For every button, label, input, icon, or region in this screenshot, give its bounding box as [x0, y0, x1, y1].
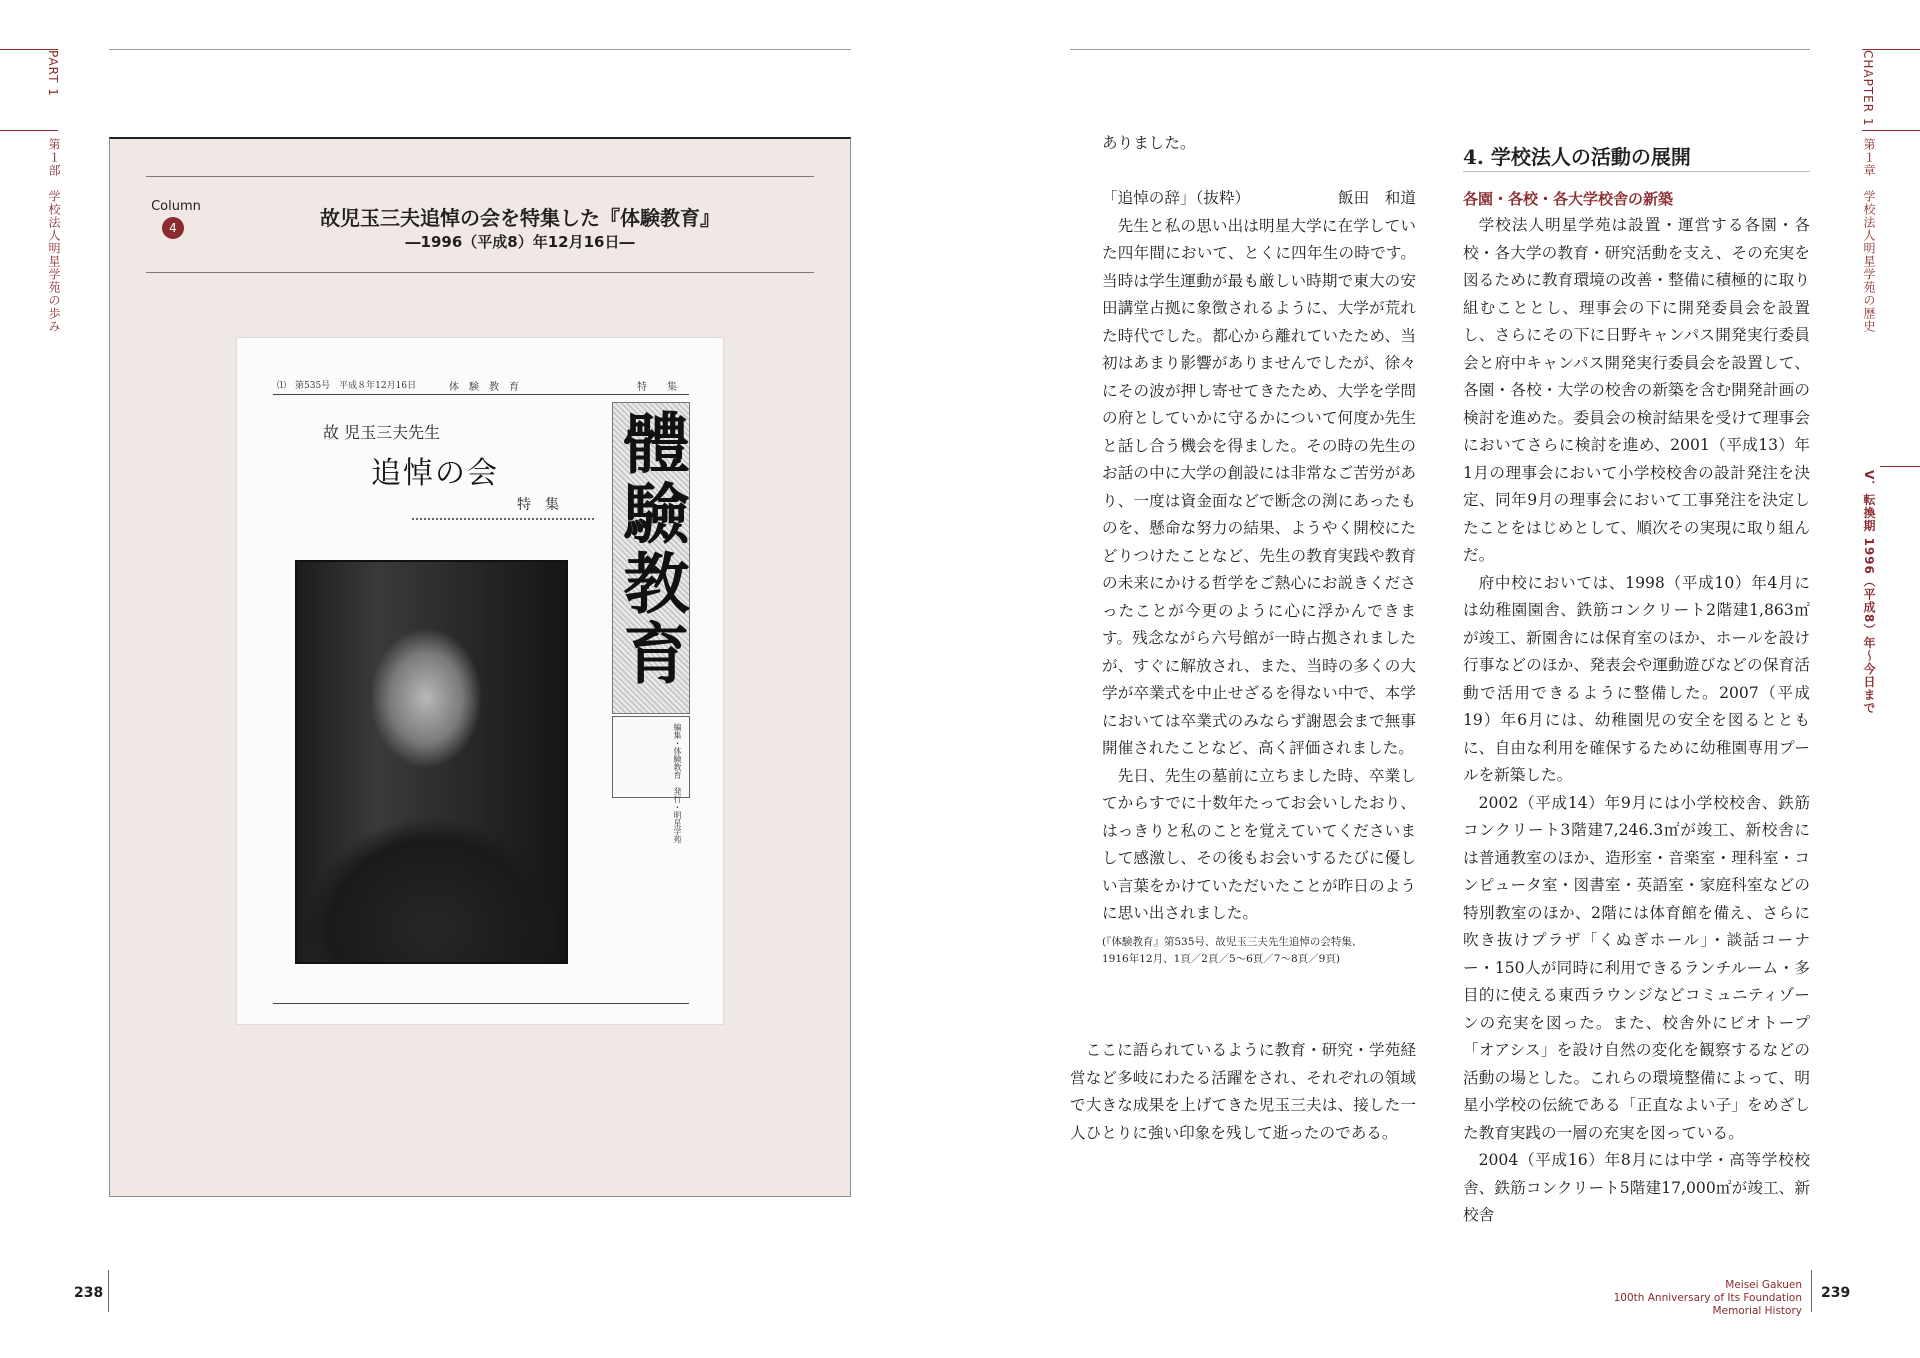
side-chapter-title: 第１章 学校法人明星学苑の歴史 — [1862, 138, 1876, 333]
eulogy-author: 飯田 和道 — [1338, 189, 1416, 207]
section-title: 4. 学校法人の活動の展開 — [1463, 145, 1691, 169]
eulogy-heading — [1102, 185, 1416, 213]
scan-tokushu: 特 集 — [517, 497, 559, 513]
column-title: 故児玉三夫追悼の会を特集した『体験教育』 — [320, 206, 720, 230]
right-page-number: 239 — [1821, 1285, 1851, 1301]
eulogy-paragraph-1: 先生と私の思い出は明星大学に在学していた四年間において、とくに四年生の時です。当時は学生運動が最も厳しい時期で東大の安田講堂占拠に象徴されるように、大学が荒れた時代でした。都心から離れていたため、当初はあまり影響がありませんでしたが、徐々にその波が押し寄せてきたため、大学を学問の府としていかに守るかについて何度か先生と話し合う機会を得ました。その時の先生のお話の中に大学の創設には非常なご苦労があり、一度は資金面などで断念の渕にあったものを、懸命な努力の結果、ようやく開校にたどりつけたことなど、先生の教育実践や教育の未来にかける哲学をご熱心にお説きくださったことが今更のように心に浮かんできます。残念ながら六号館が一時占拠されましたが、すぐに解放され、また、当時の多くの大学が卒業式を中止せざるを得ない中で、本学においては卒業式のみならず謝恩会まで無事開催されたことなど、高く評価されました。 — [1102, 216, 1416, 757]
scan-issue: ⑴ 第535号 平成８年12月16日 — [277, 381, 417, 391]
scan-headline: 追悼の会 — [371, 456, 499, 491]
right-top-rule — [1070, 49, 1810, 50]
scan-masthead-text: 體驗教育 — [612, 409, 690, 689]
side-part-title: 第１部 学校法人明星学苑の歩み — [47, 138, 61, 333]
citation-line-1: (『体験教育』第535号、故児玉三夫先生追悼の会特集、 — [1102, 935, 1363, 948]
left-side-mark-2 — [0, 130, 58, 131]
right-side-mark-3 — [1880, 466, 1920, 467]
column-label: Column — [151, 199, 201, 214]
history-paragraph-2: 府中校においては、1998（平成10）年4月には幼稚園園舎、鉄筋コンクリート2階建1,863㎡が竣工、新園舎には保育室のほか、ホールを設け行事などのほか、発表会や運動遊びなどの保育活動で活用できるように整備した。2007（平成19）年6月には、幼稚園児の安全を図るとともに、自由な利用を確保するために幼稚園専用プールを新築した。 — [1463, 573, 1810, 784]
column-header-rule — [146, 272, 814, 273]
right-side-mark-2 — [1862, 130, 1920, 131]
scan-paper-name: 体 験 教 育 — [449, 382, 519, 393]
scan-publisher-box — [612, 716, 690, 843]
history-paragraph-1: 学校法人明星学苑は設置・運営する各園・各校・各大学の教育・研究活動を支え、その充実を図るために教育環境の改善・整備に積極的に取り組むこととし、理事会の下に開発委員会を設置し、さらにその下に日野キャンパス開発実行委員会と府中キャンパス開発実行委員会を設置して、各園・各校・大学の校舎の新築を含む開発計画の検討を進めた。委員会の検討結果を受けて理事会においてさらに検討を進め、2001（平成13）年1月の理事会において小学校校舎の設計発注を決定、同年9月の理事会において工事発注を決定したことをはじめとして、順次その実現に取り組んだ。 — [1463, 216, 1810, 564]
scan-special: 特 集 — [637, 382, 677, 393]
left-footer-rule — [108, 1270, 109, 1312]
scan-masthead-banner — [612, 402, 690, 714]
eulogy-paragraph-2: 先日、先生の墓前に立ちました時、卒業してからすでに十数年たってお会いしたおり、はっきりと私のことを覚えていてくださいまして感激し、その後もお会いするたびに優しい言葉をかけていただいたことが昨日のように思い出されました。 — [1102, 766, 1416, 922]
text-column-2 — [1463, 212, 1810, 1230]
newspaper-scan — [237, 338, 723, 1024]
history-paragraph-4: 2004（平成16）年8月には中学・高等学校校舎、鉄筋コンクリート5階建17,000㎡が竣工、新校舎 — [1463, 1151, 1810, 1224]
closing-paragraph-block — [1070, 1037, 1416, 1147]
citation-line-2: 1916年12月、1頁／2頁／5〜6頁／7〜8頁／9頁) — [1102, 952, 1340, 965]
column-number-badge: 4 — [162, 217, 184, 239]
section-title-rule — [1463, 171, 1810, 172]
portrait-photo — [295, 560, 568, 964]
footer-line-3: Memorial History — [1712, 1305, 1802, 1317]
scan-bottom-line — [273, 1003, 689, 1004]
footer-line-1: Meisei Gakuen — [1725, 1279, 1802, 1291]
scan-header-line — [273, 394, 689, 395]
footer-book-title — [1560, 1279, 1802, 1318]
text-column-1 — [1102, 130, 1416, 968]
right-footer-rule — [1811, 1270, 1812, 1312]
column-top-rule — [146, 176, 814, 177]
subsection-title: 各園・各校・各大学校舎の新築 — [1463, 190, 1674, 208]
scan-dotted-rule — [412, 518, 594, 522]
side-section-title: V．転換期 1996（平成8）年〜今日まで — [1862, 470, 1876, 715]
closing-paragraph: ここに語られているように教育・研究・学苑経営など多岐にわたる活躍をされ、それぞれの領域で大きな成果を上げてきた児玉三夫は、接した一人ひとりに強い印象を残して逝ったのである。 — [1070, 1041, 1416, 1142]
scan-publisher-info: 編集・体験教育 発行・明星学苑 — [673, 723, 682, 843]
left-page-number: 238 — [74, 1285, 104, 1301]
side-chapter-label: CHAPTER 1 — [1861, 50, 1875, 127]
scan-kicker: 故 児玉三夫先生 — [323, 423, 441, 442]
left-top-rule — [109, 49, 851, 50]
column-subtitle: ―1996（平成8）年12月16日― — [405, 233, 635, 251]
opening-line: ありました。 — [1102, 134, 1196, 152]
footer-line-2: 100th Anniversary of Its Foundation — [1613, 1292, 1802, 1304]
side-part-label: PART 1 — [46, 50, 60, 97]
eulogy-title: 「追悼の辞」（抜粋） — [1102, 189, 1251, 207]
history-paragraph-3: 2002（平成14）年9月には小学校校舎、鉄筋コンクリート3階建7,246.3㎡が竣工、新校舎には普通教室のほか、造形室・音楽室・理科室・コンピュータ室・図書室・英語室・家庭科室などの特別教室のほか、2階には体育館を備え、さらに吹き抜けプラザ「くぬぎホール」・談話コーナー・150人が同時に利用できるランチルーム・多目的に使える東西ラウンジなどコミュニティゾーンの充実を図った。また、校舎外にビオトープ「オアシス」を設け自然の変化を観察するなどの活動の場とした。これらの環境整備によって、明星小学校の伝統である「正直なよい子」をめざした教育実践の一層の充実を図っている。 — [1463, 793, 1810, 1142]
